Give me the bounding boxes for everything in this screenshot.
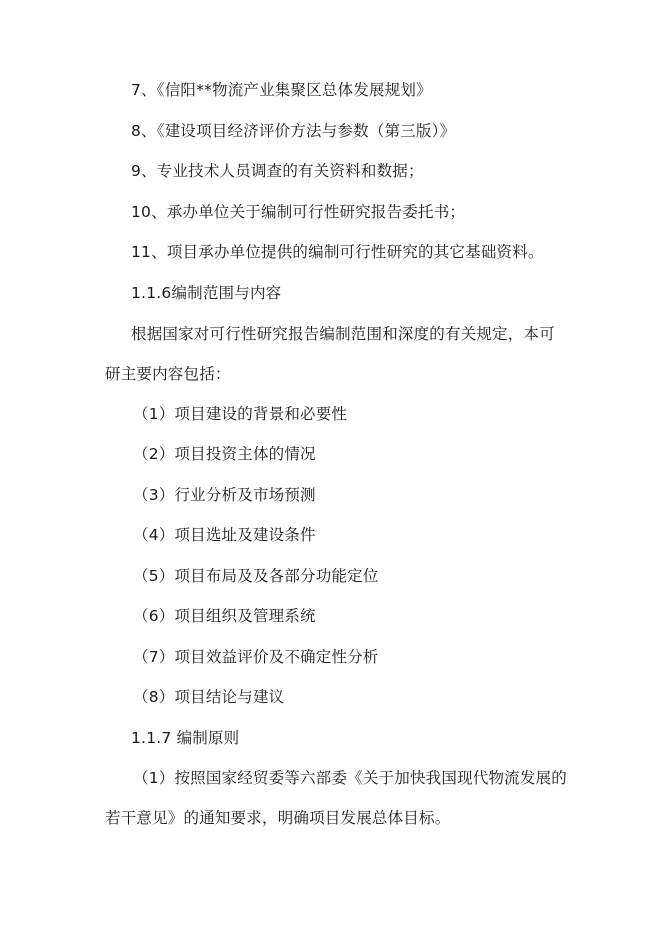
reference-item-8: 8、《建设项目经济评价方法与参数（第三版）》 bbox=[131, 122, 456, 140]
principles-paragraph-line-2: 若干意见》的通知要求，明确项目发展总体目标。 bbox=[105, 809, 451, 827]
reference-item-11: 11、项目承办单位提供的编制可行性研究的其它基础资料。 bbox=[131, 243, 544, 261]
scope-list-item: （6）项目组织及管理系统 bbox=[133, 607, 316, 625]
scope-list-item: （1）项目建设的背景和必要性 bbox=[133, 405, 348, 423]
scope-intro-line-1: 根据国家对可行性研究报告编制范围和深度的有关规定，本可 bbox=[131, 325, 555, 343]
scope-list-item: （3）行业分析及市场预测 bbox=[133, 486, 316, 504]
scope-list-item: （8）项目结论与建议 bbox=[133, 688, 285, 706]
scope-list-item: （2）项目投资主体的情况 bbox=[133, 445, 316, 463]
reference-item-7: 7、《信阳**物流产业集聚区总体发展规划》 bbox=[131, 81, 432, 99]
principles-paragraph-line-1: （1）按照国家经贸委等六部委《关于加快我国现代物流发展的 bbox=[133, 769, 567, 787]
scope-list-item: （4）项目选址及建设条件 bbox=[133, 526, 316, 544]
scope-list-item: （7）项目效益评价及不确定性分析 bbox=[133, 648, 379, 666]
reference-item-9: 9、专业技术人员调查的有关资料和数据； bbox=[131, 162, 424, 180]
reference-item-10: 10、承办单位关于编制可行性研究报告委托书； bbox=[131, 203, 466, 221]
scope-intro-line-2: 研主要内容包括： bbox=[105, 365, 231, 383]
scope-list-item: （5）项目布局及及各部分功能定位 bbox=[133, 567, 379, 585]
section-heading-principles: 1.1.7 编制原则 bbox=[131, 729, 240, 747]
section-heading-scope: 1.1.6编制范围与内容 bbox=[131, 284, 282, 302]
